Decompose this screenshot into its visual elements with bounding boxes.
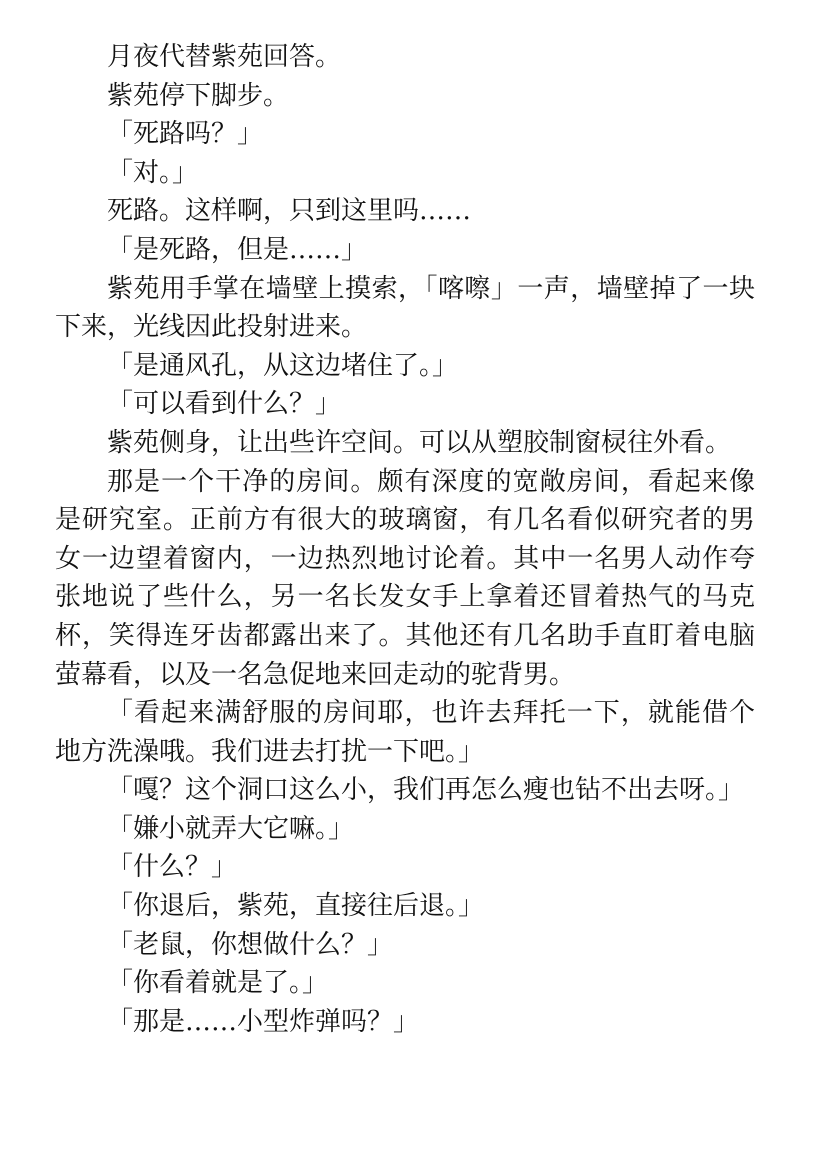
paragraph-9: 「可以看到什么？」	[107, 389, 342, 420]
paragraph-2: 紫苑停下脚步。	[107, 80, 290, 111]
paragraph-14: 「嫌小就弄大它嘛。」	[107, 813, 355, 844]
paragraph-16: 「你退后，紫苑，直接往后退。」	[107, 891, 485, 922]
paragraph-4: 「对。」	[107, 157, 199, 188]
paragraph-19: 「那是……小型炸弹吗？」	[107, 1006, 420, 1037]
paragraph-8: 「是通风孔，从这边堵住了。」	[107, 350, 459, 381]
paragraph-10: 紫苑侧身，让出些许空间。可以从塑胶制窗棂往外看。	[107, 427, 732, 458]
paragraph-7: 紫苑用手掌在墙壁上摸索，「喀嚓」一声，墙壁掉了一块下来，光线因此投射进来。	[55, 273, 755, 343]
paragraph-18: 「你看着就是了。」	[107, 968, 329, 999]
paragraph-15: 「什么？」	[107, 852, 238, 883]
paragraph-12: 「看起来满舒服的房间耶，也许去拜托一下，就能借个地方洗澡哦。我们进去打扰一下吧。」	[55, 698, 755, 767]
paragraph-5: 死路。这样啊，只到这里吗……	[107, 196, 472, 227]
paragraph-11: 那是一个干净的房间。颇有深度的宽敞房间，看起来像是研究室。正前方有很大的玻璃窗，有几名看似研究者的男女一边望着窗内，一边热烈地讨论着。其中一名男人动作夸张地说了些什么，另一名长发女手上拿着还冒着热气的马克杯，笑得连牙齿都露出来了。其他还有几名助手直盯着电脑萤幕看，以及一名急促地来回走动的驼背男。	[55, 466, 755, 690]
document-page	[55, 38, 755, 1041]
paragraph-3: 「死路吗？」	[107, 119, 264, 150]
paragraph-17: 「老鼠，你想做什么？」	[107, 929, 394, 960]
paragraph-1: 月夜代替紫苑回答。	[107, 42, 342, 72]
paragraph-13: 「嘎？这个洞口这么小，我们再怎么瘦也钻不出去呀。」	[107, 775, 745, 806]
paragraph-6: 「是死路，但是……」	[107, 234, 368, 265]
